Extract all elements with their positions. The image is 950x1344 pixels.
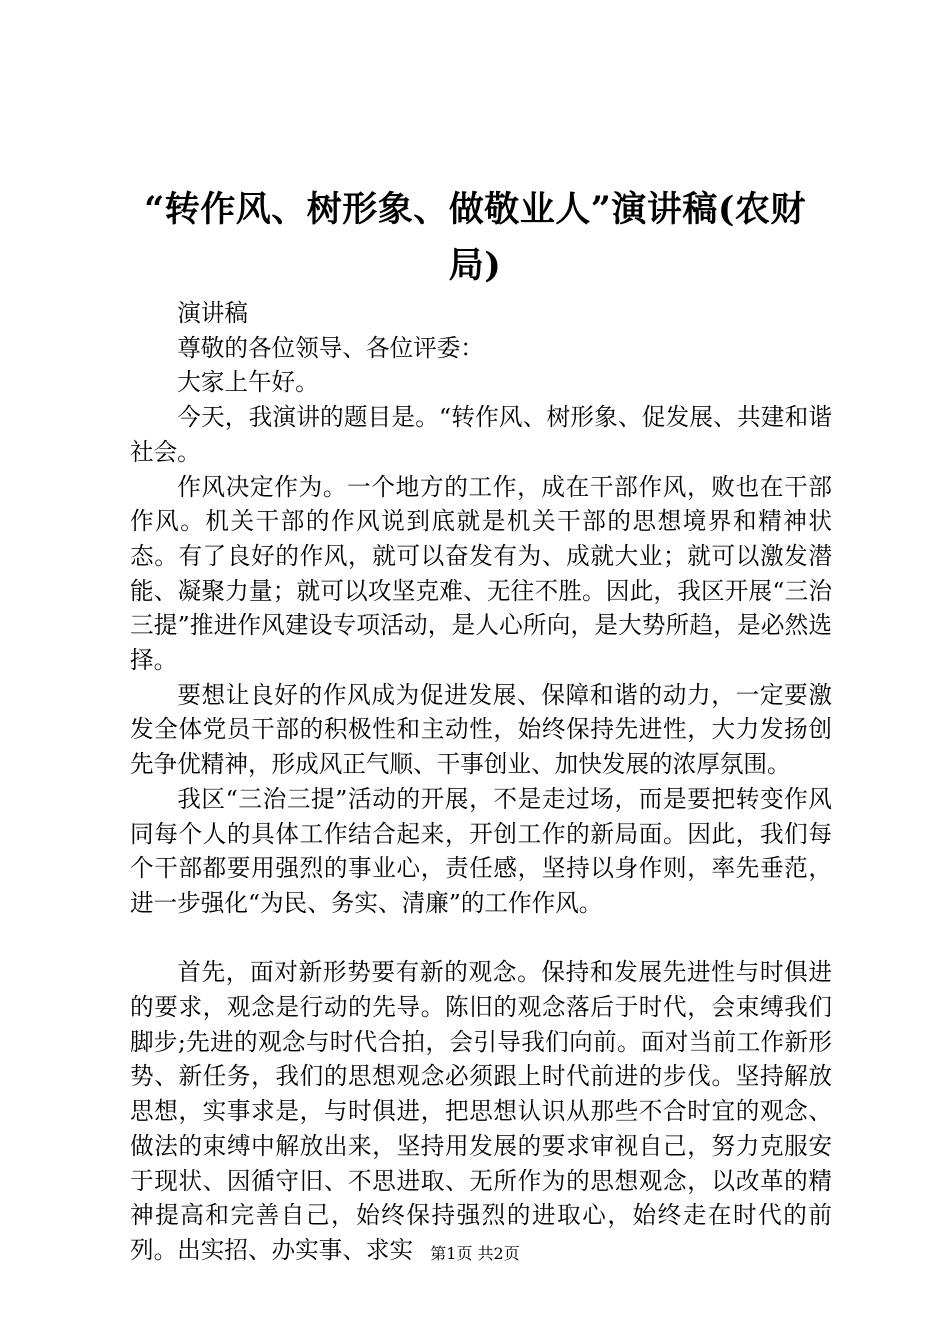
document-body [130, 296, 832, 1268]
paragraph-greeting: 大家上午好。 [177, 368, 319, 397]
paragraph-salutation: 尊敬的各位领导、各位评委： [177, 333, 484, 362]
document-title: “转作风、树形象、做敬业人”演讲稿(农财局) [144, 189, 806, 286]
paragraph-body: 作风决定作为。一个地方的工作，成在干部作风，败也在干部作风。机关干部的作风说到底就是机关干部的思想境界和精神状态。有了良好的作风，就可以奋发有为、成就大业；就可以激发潜能、凝聚力量；就可以攻坚克难、无往不胜。因此，我区开展“三治三提”推进作风建设专项活动，是人心所向，是大势所趋，是必然选择。 [130, 472, 832, 675]
page-number-footer: 第1页 共2页 [430, 1244, 520, 1263]
paragraph-heading: 演讲稿 [177, 299, 248, 327]
paragraph-body: 要想让良好的作风成为促进发展、保障和谐的动力，一定要激发全体党员干部的积极性和主动性，始终保持先进性，大力发扬创先争优精神，形成风正气顺、干事创业、加快发展的浓厚氛围。 [130, 680, 832, 779]
paragraph-topic: 今天，我演讲的题目是。“转作风、树形象、促发展、共建和谐社会。 [130, 403, 832, 466]
paragraph-body: 我区“三治三提”活动的开展，不是走过场，而是要把转变作风同每个人的具体工作结合起来，开创工作的新局面。因此，我们每个干部都要用强烈的事业心，责任感，坚持以身作则，率先垂范，进一步强化“为民、务实、清廉”的工作作风。 [130, 784, 832, 917]
paragraph-body: 首先，面对新形势要有新的观念。保持和发展先进性与时俱进的要求，观念是行动的先导。陈旧的观念落后于时代，会束缚我们脚步;先进的观念与时代合拍，会引导我们向前。面对当前工作新形势、新任务，我们的思想观念必须跟上时代前进的步伐。坚持解放思想，实事求是，与时俱进，把思想认识从那些不合时宜的观念、做法的束缚中解放出来，坚持用发展的要求审视自己，努力克服安于现状、因循守旧、不思进取、无所作为的思想观念，以改革的精神提高和完善自己，始终保持强烈的进取心，始终走在时代的前列。出实招、办实事、求实 [130, 958, 832, 1264]
